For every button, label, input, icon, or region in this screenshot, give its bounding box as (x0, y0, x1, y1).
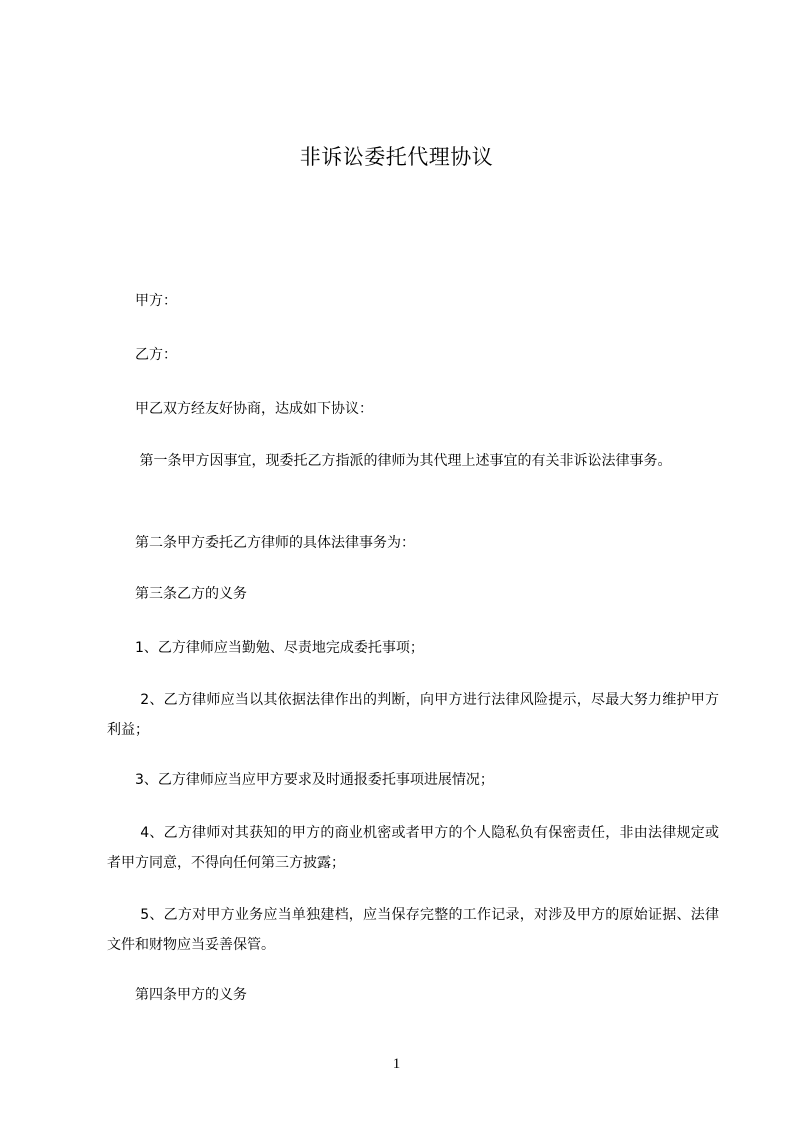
document-title: 非诉讼委托代理协议 (299, 145, 494, 169)
paragraph-article-1: 第一条甲方因事宜，现委托乙方指派的律师为其代理上述事宜的有关非诉讼法律事务。 (107, 453, 672, 469)
paragraph-article-3-item-4: 4、乙方律师对其获知的甲方的商业机密或者甲方的个人隐私负有保密责任，非由法律规定或者甲方同意，不得向任何第三方披露； (107, 825, 719, 871)
paragraph-article-3-item-2: 2、乙方律师应当以其依据法律作出的判断，向甲方进行法律风险提示，尽最大努力维护甲方利益； (107, 692, 719, 738)
paragraph-article-3-item-5: 5、乙方对甲方业务应当单独建档，应当保存完整的工作记录，对涉及甲方的原始证据、法律文件和财物应当妥善保管。 (107, 907, 719, 953)
paragraph-article-3-item-3: 3、乙方律师应当应甲方要求及时通报委托事项进展情况； (107, 772, 494, 788)
paragraph-article-3-item-1: 1、乙方律师应当勤勉、尽责地完成委托事项； (107, 640, 424, 656)
paragraph-party-b: 乙方： (107, 347, 177, 363)
paragraph-article-2: 第二条甲方委托乙方律师的具体法律事务为： (107, 535, 415, 551)
paragraph-agreement-intro: 甲乙双方经友好协商，达成如下协议： (107, 401, 373, 417)
paragraph-party-a: 甲方： (107, 293, 177, 309)
paragraph-article-4-heading: 第四条甲方的义务 (107, 987, 247, 1003)
page-number: 1 (392, 1056, 401, 1072)
paragraph-article-3-heading: 第三条乙方的义务 (107, 586, 247, 602)
